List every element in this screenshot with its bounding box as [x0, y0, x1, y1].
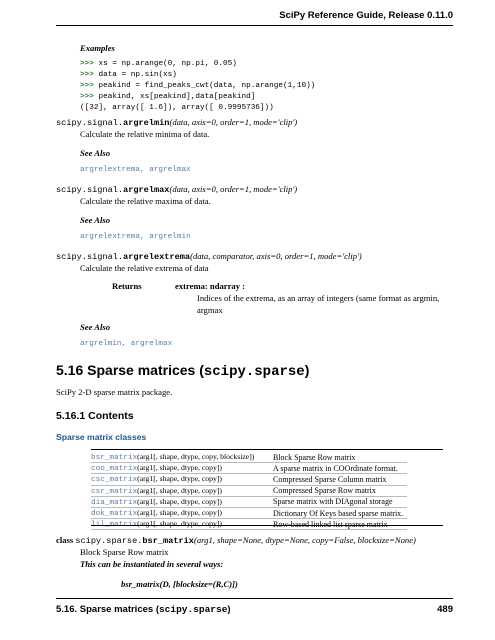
argrelmax-description: Calculate the relative maxima of data. [80, 196, 211, 206]
class-args: (arg1[, shape, dtype, copy]) [137, 519, 222, 529]
table-bottom-rule [91, 525, 443, 526]
bsr-description: Block Sparse Row matrix [80, 547, 169, 557]
argrelextrema-description: Calculate the relative extrema of data [80, 263, 209, 273]
argrelmin-see-also-links[interactable]: argrelextrema, argrelmax [80, 166, 191, 174]
running-header: SciPy Reference Guide, Release 0.11.0 [279, 10, 453, 21]
class-args: (arg1[, shape, dtype, copy]) [137, 463, 222, 473]
table-row [91, 485, 407, 496]
class-args: (arg1[, shape, dtype, copy, blocksize]) [137, 452, 255, 462]
class-signature-cell [91, 507, 273, 518]
class-link[interactable]: dia_matrix [91, 498, 138, 507]
argrelextrema-see-also-links[interactable]: argrelmin, argrelmax [80, 340, 173, 348]
class-description-cell: Block Sparse Row matrix [273, 452, 356, 462]
class-description-cell: Dictionary Of Keys based sparse matrix. [273, 508, 404, 518]
table-row [91, 496, 407, 507]
argrelmax-signature: scipy.signal.argrelmax(data, axis=0, order=1, mode='clip') [56, 184, 298, 195]
class-link[interactable]: bsr_matrix [91, 454, 138, 463]
class-link[interactable]: csr_matrix [91, 487, 138, 496]
argrelextrema-see-also-label: See Also [80, 322, 110, 332]
code-line: >>> data = np.sin(xs) [80, 71, 177, 79]
returns-description-cont: argmax [197, 305, 223, 315]
table-row [91, 507, 407, 518]
class-link[interactable]: csc_matrix [91, 476, 138, 485]
footer-rule [56, 598, 453, 599]
examples-code-block [80, 60, 315, 115]
class-description-cell: Row-based linked list sparse matrix [273, 519, 388, 529]
bsr-constructor-form: bsr_matrix(D, [blocksize=(R,C)]) [121, 579, 238, 589]
class-description-cell: A sparse matrix in COOrdinate format. [273, 463, 398, 473]
class-description-cell: Compressed Sparse Row matrix [273, 486, 376, 496]
returns-name: extrema: ndarray : [175, 281, 246, 291]
table-row [91, 463, 407, 474]
class-signature-cell [91, 452, 273, 463]
class-signature-cell [91, 463, 273, 474]
section-intro: SciPy 2-D sparse matrix package. [56, 387, 173, 397]
class-signature-cell [91, 485, 273, 496]
table-row [91, 452, 407, 463]
class-link[interactable]: lil_matrix [91, 521, 138, 530]
returns-label: Returns [112, 281, 142, 291]
bsr-instantiation-note: This can be instantiated in several ways: [80, 559, 224, 569]
table-row [91, 474, 407, 485]
argrelmax-see-also-links[interactable]: argrelextrema, argrelmin [80, 233, 191, 241]
code-line: >>> peakind, xs[peakind],data[peakind] [80, 93, 256, 101]
argrelmin-description: Calculate the relative minima of data. [80, 129, 210, 139]
argrelmin-see-also-label: See Also [80, 148, 110, 158]
class-description-cell: Sparse matrix with DIAgonal storage [273, 497, 393, 507]
footer-section: 5.16. Sparse matrices (scipy.sparse) [56, 604, 231, 615]
class-link[interactable]: dok_matrix [91, 510, 138, 519]
argrelextrema-signature: scipy.signal.argrelextrema(data, comparator, axis=0, order=1, mode='clip') [56, 251, 362, 262]
class-signature-cell [91, 496, 273, 507]
argrelmin-signature: scipy.signal.argrelmin(data, axis=0, order=1, mode='clip') [56, 117, 298, 128]
page-number: 489 [437, 604, 453, 615]
examples-heading: Examples [80, 43, 115, 53]
table-top-rule [91, 449, 443, 450]
returns-description: Indices of the extrema, as an array of integers (same format as argmin, [197, 293, 440, 303]
bsr-class-signature: class scipy.sparse.bsr_matrix(arg1, shape=None, dtype=None, copy=False, blocksize=None) [56, 535, 416, 546]
class-link[interactable]: coo_matrix [91, 465, 138, 474]
argrelmax-see-also-label: See Also [80, 215, 110, 225]
sparse-classes-table [91, 452, 407, 530]
classes-heading: Sparse matrix classes [56, 432, 147, 442]
class-signature-cell [91, 474, 273, 485]
class-args: (arg1[, shape, dtype, copy]) [137, 508, 222, 518]
contents-heading: 5.16.1 Contents [56, 410, 134, 422]
class-args: (arg1[, shape, dtype, copy]) [137, 474, 222, 484]
class-args: (arg1[, shape, dtype, copy]) [137, 485, 222, 495]
class-args: (arg1[, shape, dtype, copy]) [137, 496, 222, 506]
header-rule [56, 25, 453, 26]
code-line: >>> peakind = find_peaks_cwt(data, np.arange(1,10)) [80, 82, 316, 90]
section-title: 5.16 Sparse matrices (scipy.sparse) [56, 362, 310, 380]
code-line: >>> xs = np.arange(0, np.pi, 0.05) [80, 60, 237, 68]
class-description-cell: Compressed Sparse Column matrix [273, 474, 387, 484]
code-output-line: ([32], array([ 1.6]), array([ 0.9995736])) [80, 104, 274, 112]
